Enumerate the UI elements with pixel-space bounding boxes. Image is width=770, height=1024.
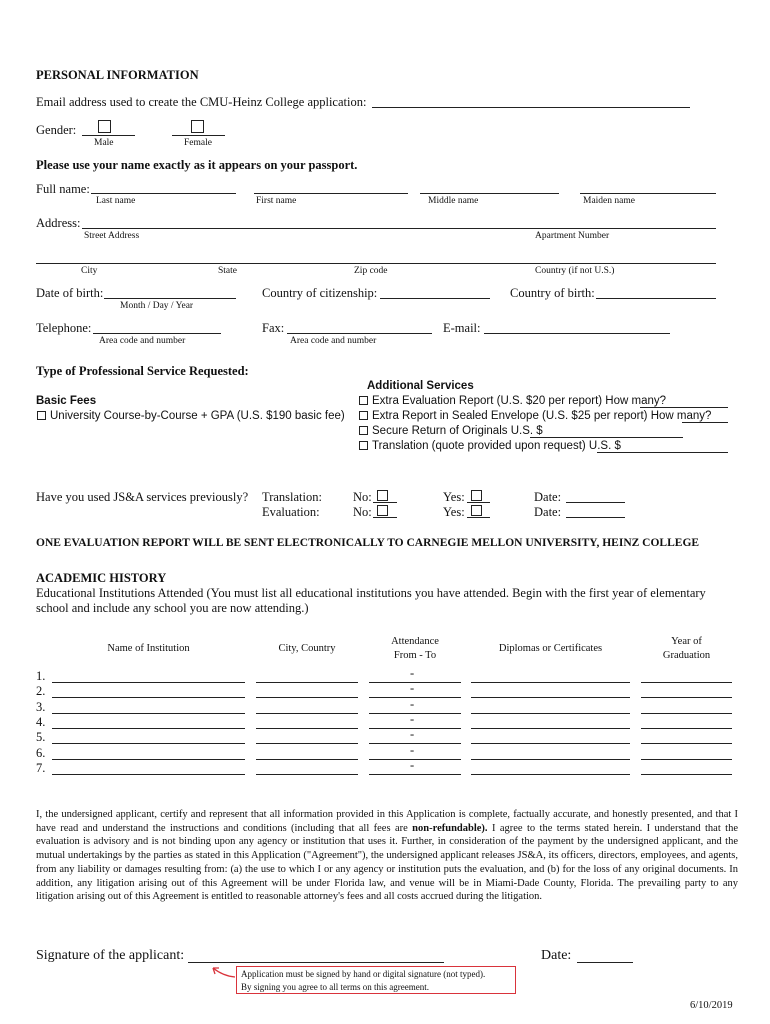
email2-field[interactable] — [484, 333, 670, 334]
female-checkbox[interactable] — [191, 120, 204, 133]
female-label: Female — [184, 138, 212, 148]
col-attendance-header-2: From - To — [393, 650, 437, 661]
fax-hint: Area code and number — [290, 336, 377, 346]
attendance-dash: - — [410, 711, 415, 726]
basic-fee-checkbox[interactable] — [37, 411, 46, 420]
passport-note: Please use your name exactly as it appears on your passport. — [36, 158, 358, 172]
institution-name-field[interactable] — [52, 697, 245, 698]
personal-heading: PERSONAL INFORMATION — [36, 68, 199, 82]
graduation-year-field[interactable] — [641, 774, 732, 775]
dob-hint: Month / Day / Year — [120, 301, 194, 311]
middle-name-label: Middle name — [428, 196, 479, 206]
attendance-field[interactable] — [369, 697, 461, 698]
signature-date-field[interactable] — [577, 962, 633, 963]
city-label: City — [81, 266, 98, 276]
evaluation-date-label: Date: — [534, 505, 562, 519]
attendance-field[interactable] — [369, 713, 461, 714]
telephone-hint: Area code and number — [99, 336, 186, 346]
diplomas-field[interactable] — [471, 713, 630, 714]
city-country-field[interactable] — [256, 759, 358, 760]
gender-label: Gender: — [36, 123, 77, 137]
attendance-field[interactable] — [369, 728, 461, 729]
additional-services-heading: Additional Services — [367, 380, 474, 392]
row-number: 1. — [36, 669, 46, 683]
city-country-field[interactable] — [256, 743, 358, 744]
evaluation-no-line — [373, 517, 397, 518]
academic-heading: ACADEMIC HISTORY — [36, 571, 167, 585]
email-label: Email address used to create the CMU-Heinz College application: — [36, 95, 367, 109]
col-year-header-2: Graduation — [662, 650, 711, 661]
fax-field[interactable] — [287, 333, 432, 334]
attendance-field[interactable] — [369, 743, 461, 744]
secure-return-label: Secure Return of Originals U.S. $ — [372, 425, 543, 437]
row-number: 2. — [36, 684, 46, 699]
col-attendance-header-1: Attendance — [391, 636, 439, 647]
graduation-year-field[interactable] — [641, 743, 732, 744]
middle-name-field[interactable] — [420, 193, 559, 194]
translation-no-checkbox[interactable] — [377, 490, 388, 501]
diplomas-field[interactable] — [471, 774, 630, 775]
attendance-dash: - — [410, 757, 415, 772]
female-line — [172, 135, 225, 136]
diplomas-field[interactable] — [471, 743, 630, 744]
attendance-field[interactable] — [369, 759, 461, 760]
secure-return-amount-field[interactable] — [530, 437, 683, 438]
institution-name-field[interactable] — [52, 759, 245, 760]
diplomas-field[interactable] — [471, 697, 630, 698]
city-country-field[interactable] — [256, 697, 358, 698]
evaluation-yes: Yes: — [443, 505, 465, 519]
col-name-header: Name of Institution — [107, 643, 190, 654]
signature-note-box — [236, 966, 516, 994]
extra-evaluation-option[interactable] — [359, 395, 666, 407]
translation-date-label: Date: — [534, 490, 562, 504]
email2-label: E-mail: — [443, 321, 481, 335]
birth-country-label: Country of birth: — [510, 286, 595, 300]
institution-name-field[interactable] — [52, 743, 245, 744]
state-label: State — [218, 266, 237, 276]
translation-no-line — [373, 502, 397, 503]
apartment-number-label: Apartment Number — [535, 231, 610, 241]
arrow-icon — [205, 962, 237, 980]
country-label: Country (if not U.S.) — [535, 266, 615, 276]
graduation-year-field[interactable] — [641, 682, 732, 683]
services-heading: Type of Professional Service Requested: — [36, 364, 249, 378]
extra-evaluation-count-field[interactable] — [640, 407, 728, 408]
city-state-zip-field[interactable] — [36, 263, 716, 264]
institution-name-field[interactable] — [52, 713, 245, 714]
secure-return-checkbox[interactable] — [359, 426, 368, 435]
translation-row-label: Translation: — [262, 490, 322, 504]
extra-evaluation-checkbox[interactable] — [359, 396, 368, 405]
translation-yes-line — [467, 502, 490, 503]
graduation-year-field[interactable] — [641, 759, 732, 760]
zip-label: Zip code — [354, 266, 388, 276]
translation-option[interactable] — [359, 440, 621, 452]
diplomas-field[interactable] — [471, 759, 630, 760]
maiden-name-field[interactable] — [580, 193, 716, 194]
translation-label: Translation (quote provided upon request) U.S. $ — [372, 440, 621, 452]
graduation-year-field[interactable] — [641, 728, 732, 729]
attendance-dash: - — [410, 696, 415, 711]
signature-note-1: Application must be signed by hand or digital signature (not typed). — [241, 969, 486, 979]
dob-field[interactable] — [104, 298, 236, 299]
city-country-field[interactable] — [256, 728, 358, 729]
graduation-year-field[interactable] — [641, 697, 732, 698]
evaluation-yes-line — [467, 517, 490, 518]
citizenship-field[interactable] — [380, 298, 490, 299]
sealed-envelope-option[interactable] — [359, 410, 711, 422]
male-checkbox[interactable] — [98, 120, 111, 133]
attendance-dash: - — [410, 727, 415, 742]
evaluation-date-field[interactable] — [566, 517, 625, 518]
row-number: 4. — [36, 714, 46, 729]
male-line — [82, 135, 135, 136]
fullname-label: Full name: — [36, 182, 90, 196]
last-name-label: Last name — [96, 196, 136, 206]
maiden-name-label: Maiden name — [583, 196, 635, 206]
sealed-envelope-count-field[interactable] — [682, 422, 728, 423]
col-city-header: City, Country — [278, 643, 336, 654]
translation-no: No: — [353, 490, 372, 504]
col-year-header-1: Year of — [671, 636, 702, 647]
previous-question: Have you used JS&A services previously? — [36, 490, 249, 504]
institution-name-field[interactable] — [52, 728, 245, 729]
signature-note-2: By signing you agree to all terms on this agreement. — [241, 981, 429, 992]
row-number: 6. — [36, 745, 46, 760]
birth-country-field[interactable] — [596, 298, 716, 299]
row-number: 3. — [36, 699, 46, 714]
evaluation-no-checkbox[interactable] — [377, 505, 388, 516]
email-field[interactable] — [372, 107, 690, 108]
telephone-label: Telephone: — [36, 321, 92, 335]
signature-label: Signature of the applicant: — [36, 948, 185, 963]
academic-instructions-1: Educational Institutions Attended (You must list all educational institutions you have attended. Begin with the first year of elementary — [36, 586, 706, 600]
diplomas-field[interactable] — [471, 682, 630, 683]
street-address-label: Street Address — [84, 231, 140, 241]
attendance-field[interactable] — [369, 774, 461, 775]
last-name-field[interactable] — [91, 193, 236, 194]
dob-label: Date of birth: — [36, 286, 104, 300]
graduation-year-field[interactable] — [641, 713, 732, 714]
city-country-field[interactable] — [256, 682, 358, 683]
citizenship-label: Country of citizenship: — [262, 286, 378, 300]
telephone-field[interactable] — [93, 333, 221, 334]
institution-name-field[interactable] — [52, 774, 245, 775]
city-country-field[interactable] — [256, 774, 358, 775]
male-label: Male — [94, 138, 114, 148]
translation-yes: Yes: — [443, 490, 465, 504]
translation-yes-checkbox[interactable] — [471, 490, 482, 501]
basic-fees-heading: Basic Fees — [36, 395, 97, 407]
translation-checkbox[interactable] — [359, 441, 368, 450]
attendance-field[interactable] — [369, 682, 461, 683]
attendance-dash: - — [410, 681, 415, 696]
row-number: 5. — [36, 730, 46, 745]
first-name-field[interactable] — [254, 193, 408, 194]
address-label: Address: — [36, 216, 81, 230]
signature-date-label: Date: — [541, 948, 572, 963]
secure-return-option[interactable] — [359, 425, 543, 437]
diplomas-field[interactable] — [471, 728, 630, 729]
translation-amount-field[interactable] — [597, 452, 728, 453]
certification-text: I, the undersigned applicant, certify and represent that all information provided in this Application is complete, factually accurate, and honestly presented, and that I have read and understand the instructions and conditions (including that all fees are non-refundable). I agree to the terms stated herein. I understand that the evaluation is advisory and is not binding upon any agency or institution that uses it. Further, in consideration of the payment by the undersigned applicant, and the mutual undertakings by the parties as stated in this Application ("Agreement"), the undersigned applicant releases JS&A, its officers, directors, employees, and agents, from any liability or damages resulting from: (a) the use to which I or any agency or institution puts the evaluation, and (b) for the loss of any original documents. In addition, any litigation arising out of this Agreement will be under Florida law, and venue will be in Miami-Dade County, Florida. The prevailing party to any litigation arising out of this Agreement is entitled to reasonable attorney's fees and all costs accrued during the litigation. — [36, 809, 738, 903]
fax-label: Fax: — [262, 321, 285, 335]
street-address-field[interactable] — [82, 228, 716, 229]
evaluation-notice: ONE EVALUATION REPORT WILL BE SENT ELECTRONICALLY TO CARNEGIE MELLON UNIVERSITY, HEINZ COLLEGE — [36, 537, 700, 549]
sealed-envelope-label: Extra Report in Sealed Envelope (U.S. $25 per report) How many? — [372, 410, 712, 422]
attendance-dash: - — [410, 666, 415, 680]
evaluation-row-label: Evaluation: — [262, 505, 320, 519]
academic-instructions-2: school and include any school you are now attending.) — [36, 601, 309, 615]
first-name-label: First name — [256, 196, 297, 206]
institution-name-field[interactable] — [52, 682, 245, 683]
basic-fee-label: University Course-by-Course + GPA (U.S. $190 basic fee) — [50, 410, 345, 422]
evaluation-no: No: — [353, 505, 372, 519]
extra-evaluation-label: Extra Evaluation Report (U.S. $20 per report) How many? — [372, 395, 667, 407]
basic-fee-option[interactable] — [37, 410, 345, 422]
sealed-envelope-checkbox[interactable] — [359, 411, 368, 420]
city-country-field[interactable] — [256, 713, 358, 714]
row-number: 7. — [36, 760, 46, 775]
translation-date-field[interactable] — [566, 502, 625, 503]
evaluation-yes-checkbox[interactable] — [471, 505, 482, 516]
footer-date: 6/10/2019 — [690, 1000, 733, 1011]
col-diplomas-header: Diplomas or Certificates — [498, 643, 603, 654]
attendance-dash: - — [410, 742, 415, 757]
